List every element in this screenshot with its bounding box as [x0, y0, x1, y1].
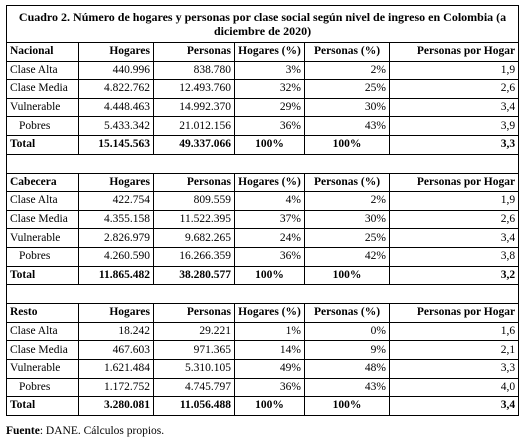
cell-hogares-pct: 36% — [235, 247, 305, 266]
cell-hogares: 18.242 — [79, 322, 154, 341]
cell-pph: 3,8 — [390, 247, 519, 266]
column-header-hogares: Hogares — [79, 304, 154, 323]
column-header-personas: Personas — [154, 304, 235, 323]
column-header-pph: Personas por Hogar — [390, 43, 519, 62]
total-personas-pct: 100% — [305, 266, 390, 285]
column-header-personas-pct: Personas (%) — [305, 173, 390, 192]
cell-personas-pct: 25% — [305, 80, 390, 99]
cell-personas-pct: 2% — [305, 192, 390, 211]
column-header-personas: Personas — [154, 173, 235, 192]
total-hogares: 11.865.482 — [79, 266, 154, 285]
cell-personas: 809.559 — [154, 192, 235, 211]
cell-hogares: 4.822.762 — [79, 80, 154, 99]
row-label: Clase Media — [7, 341, 79, 360]
row-label: Clase Alta — [7, 192, 79, 211]
cell-personas-pct: 30% — [305, 210, 390, 229]
row-label: Pobres — [7, 378, 79, 397]
table-row — [7, 61, 519, 80]
column-header-personas: Personas — [154, 43, 235, 62]
cell-pph: 2,6 — [390, 80, 519, 99]
cell-hogares: 4.355.158 — [79, 210, 154, 229]
table-row — [7, 210, 519, 229]
cell-pph: 3,9 — [390, 117, 519, 136]
cell-pph: 1,9 — [390, 61, 519, 80]
table-row — [7, 117, 519, 136]
row-label: Vulnerable — [7, 359, 79, 378]
total-row — [7, 266, 519, 285]
total-label: Total — [7, 135, 79, 154]
row-label: Vulnerable — [7, 98, 79, 117]
cell-personas: 21.012.156 — [154, 117, 235, 136]
column-header-hogares: Hogares — [79, 43, 154, 62]
table-container — [6, 5, 518, 416]
cell-hogares-pct: 32% — [235, 80, 305, 99]
cell-hogares: 467.603 — [79, 341, 154, 360]
source-note — [6, 425, 164, 437]
column-header-pph: Personas por Hogar — [390, 173, 519, 192]
cell-pph: 1,6 — [390, 322, 519, 341]
cell-personas: 838.780 — [154, 61, 235, 80]
cell-hogares: 4.448.463 — [79, 98, 154, 117]
table-title: Cuadro 2. Número de hogares y personas por clase social según nivel de ingreso en Colombia (a diciembre de 2020) — [7, 6, 519, 43]
total-hogares-pct: 100% — [235, 266, 305, 285]
cell-personas: 971.365 — [154, 341, 235, 360]
cell-personas-pct: 43% — [305, 378, 390, 397]
row-label: Pobres — [7, 247, 79, 266]
spacer-row — [7, 154, 519, 173]
row-label: Clase Media — [7, 80, 79, 99]
cell-personas: 29.221 — [154, 322, 235, 341]
cell-personas: 11.522.395 — [154, 210, 235, 229]
cell-hogares-pct: 1% — [235, 322, 305, 341]
cell-pph: 1,9 — [390, 192, 519, 211]
section-name: Nacional — [7, 43, 79, 62]
row-label: Clase Media — [7, 210, 79, 229]
section-header-row — [7, 43, 519, 62]
cell-personas: 9.682.265 — [154, 229, 235, 248]
spacer-cell — [7, 154, 519, 173]
cell-hogares-pct: 14% — [235, 341, 305, 360]
total-personas-pct: 100% — [305, 397, 390, 416]
cell-personas-pct: 25% — [305, 229, 390, 248]
table-title-row — [7, 6, 519, 43]
cell-personas: 4.745.797 — [154, 378, 235, 397]
column-header-hogares-pct: Hogares (%) — [235, 43, 305, 62]
spacer-row — [7, 285, 519, 304]
spacer-cell — [7, 285, 519, 304]
total-personas: 38.280.577 — [154, 266, 235, 285]
row-label: Clase Alta — [7, 322, 79, 341]
table-row — [7, 229, 519, 248]
table-row — [7, 322, 519, 341]
total-personas-pct: 100% — [305, 135, 390, 154]
total-hogares-pct: 100% — [235, 135, 305, 154]
cell-hogares: 1.172.752 — [79, 378, 154, 397]
total-row — [7, 135, 519, 154]
cell-pph: 3,4 — [390, 98, 519, 117]
table-row — [7, 98, 519, 117]
cell-hogares-pct: 29% — [235, 98, 305, 117]
cell-hogares: 2.826.979 — [79, 229, 154, 248]
row-label: Clase Alta — [7, 61, 79, 80]
cell-hogares: 422.754 — [79, 192, 154, 211]
column-header-personas-pct: Personas (%) — [305, 43, 390, 62]
cell-hogares-pct: 3% — [235, 61, 305, 80]
table-row — [7, 341, 519, 360]
source-text: : DANE. Cálculos propios. — [39, 425, 165, 437]
total-hogares: 3.280.081 — [79, 397, 154, 416]
cell-pph: 3,4 — [390, 229, 519, 248]
cell-hogares: 5.433.342 — [79, 117, 154, 136]
cell-hogares-pct: 4% — [235, 192, 305, 211]
section-name: Cabecera — [7, 173, 79, 192]
income-class-table — [6, 5, 519, 416]
row-label: Vulnerable — [7, 229, 79, 248]
total-personas: 49.337.066 — [154, 135, 235, 154]
cell-personas: 16.266.359 — [154, 247, 235, 266]
cell-hogares-pct: 36% — [235, 378, 305, 397]
section-name: Resto — [7, 304, 79, 323]
total-row — [7, 397, 519, 416]
total-pph: 3,4 — [390, 397, 519, 416]
cell-personas-pct: 0% — [305, 322, 390, 341]
cell-hogares-pct: 37% — [235, 210, 305, 229]
table-row — [7, 192, 519, 211]
table-row — [7, 378, 519, 397]
source-label: Fuente — [6, 425, 40, 437]
cell-hogares-pct: 49% — [235, 359, 305, 378]
cell-personas-pct: 42% — [305, 247, 390, 266]
total-personas: 11.056.488 — [154, 397, 235, 416]
cell-hogares-pct: 24% — [235, 229, 305, 248]
column-header-hogares: Hogares — [79, 173, 154, 192]
cell-personas-pct: 30% — [305, 98, 390, 117]
column-header-hogares-pct: Hogares (%) — [235, 304, 305, 323]
cell-hogares: 440.996 — [79, 61, 154, 80]
total-hogares-pct: 100% — [235, 397, 305, 416]
total-label: Total — [7, 397, 79, 416]
cell-personas: 14.992.370 — [154, 98, 235, 117]
column-header-hogares-pct: Hogares (%) — [235, 173, 305, 192]
total-pph: 3,3 — [390, 135, 519, 154]
table-row — [7, 247, 519, 266]
cell-hogares-pct: 36% — [235, 117, 305, 136]
section-header-row — [7, 173, 519, 192]
column-header-pph: Personas por Hogar — [390, 304, 519, 323]
table-row — [7, 359, 519, 378]
cell-personas-pct: 9% — [305, 341, 390, 360]
cell-pph: 3,3 — [390, 359, 519, 378]
column-header-personas-pct: Personas (%) — [305, 304, 390, 323]
cell-personas-pct: 43% — [305, 117, 390, 136]
total-label: Total — [7, 266, 79, 285]
cell-personas: 12.493.760 — [154, 80, 235, 99]
cell-hogares: 1.621.484 — [79, 359, 154, 378]
cell-personas: 5.310.105 — [154, 359, 235, 378]
cell-pph: 2,1 — [390, 341, 519, 360]
cell-pph: 2,6 — [390, 210, 519, 229]
section-header-row — [7, 304, 519, 323]
cell-hogares: 4.260.590 — [79, 247, 154, 266]
cell-pph: 4,0 — [390, 378, 519, 397]
total-hogares: 15.145.563 — [79, 135, 154, 154]
cell-personas-pct: 2% — [305, 61, 390, 80]
total-pph: 3,2 — [390, 266, 519, 285]
table-row — [7, 80, 519, 99]
cell-personas-pct: 48% — [305, 359, 390, 378]
row-label: Pobres — [7, 117, 79, 136]
